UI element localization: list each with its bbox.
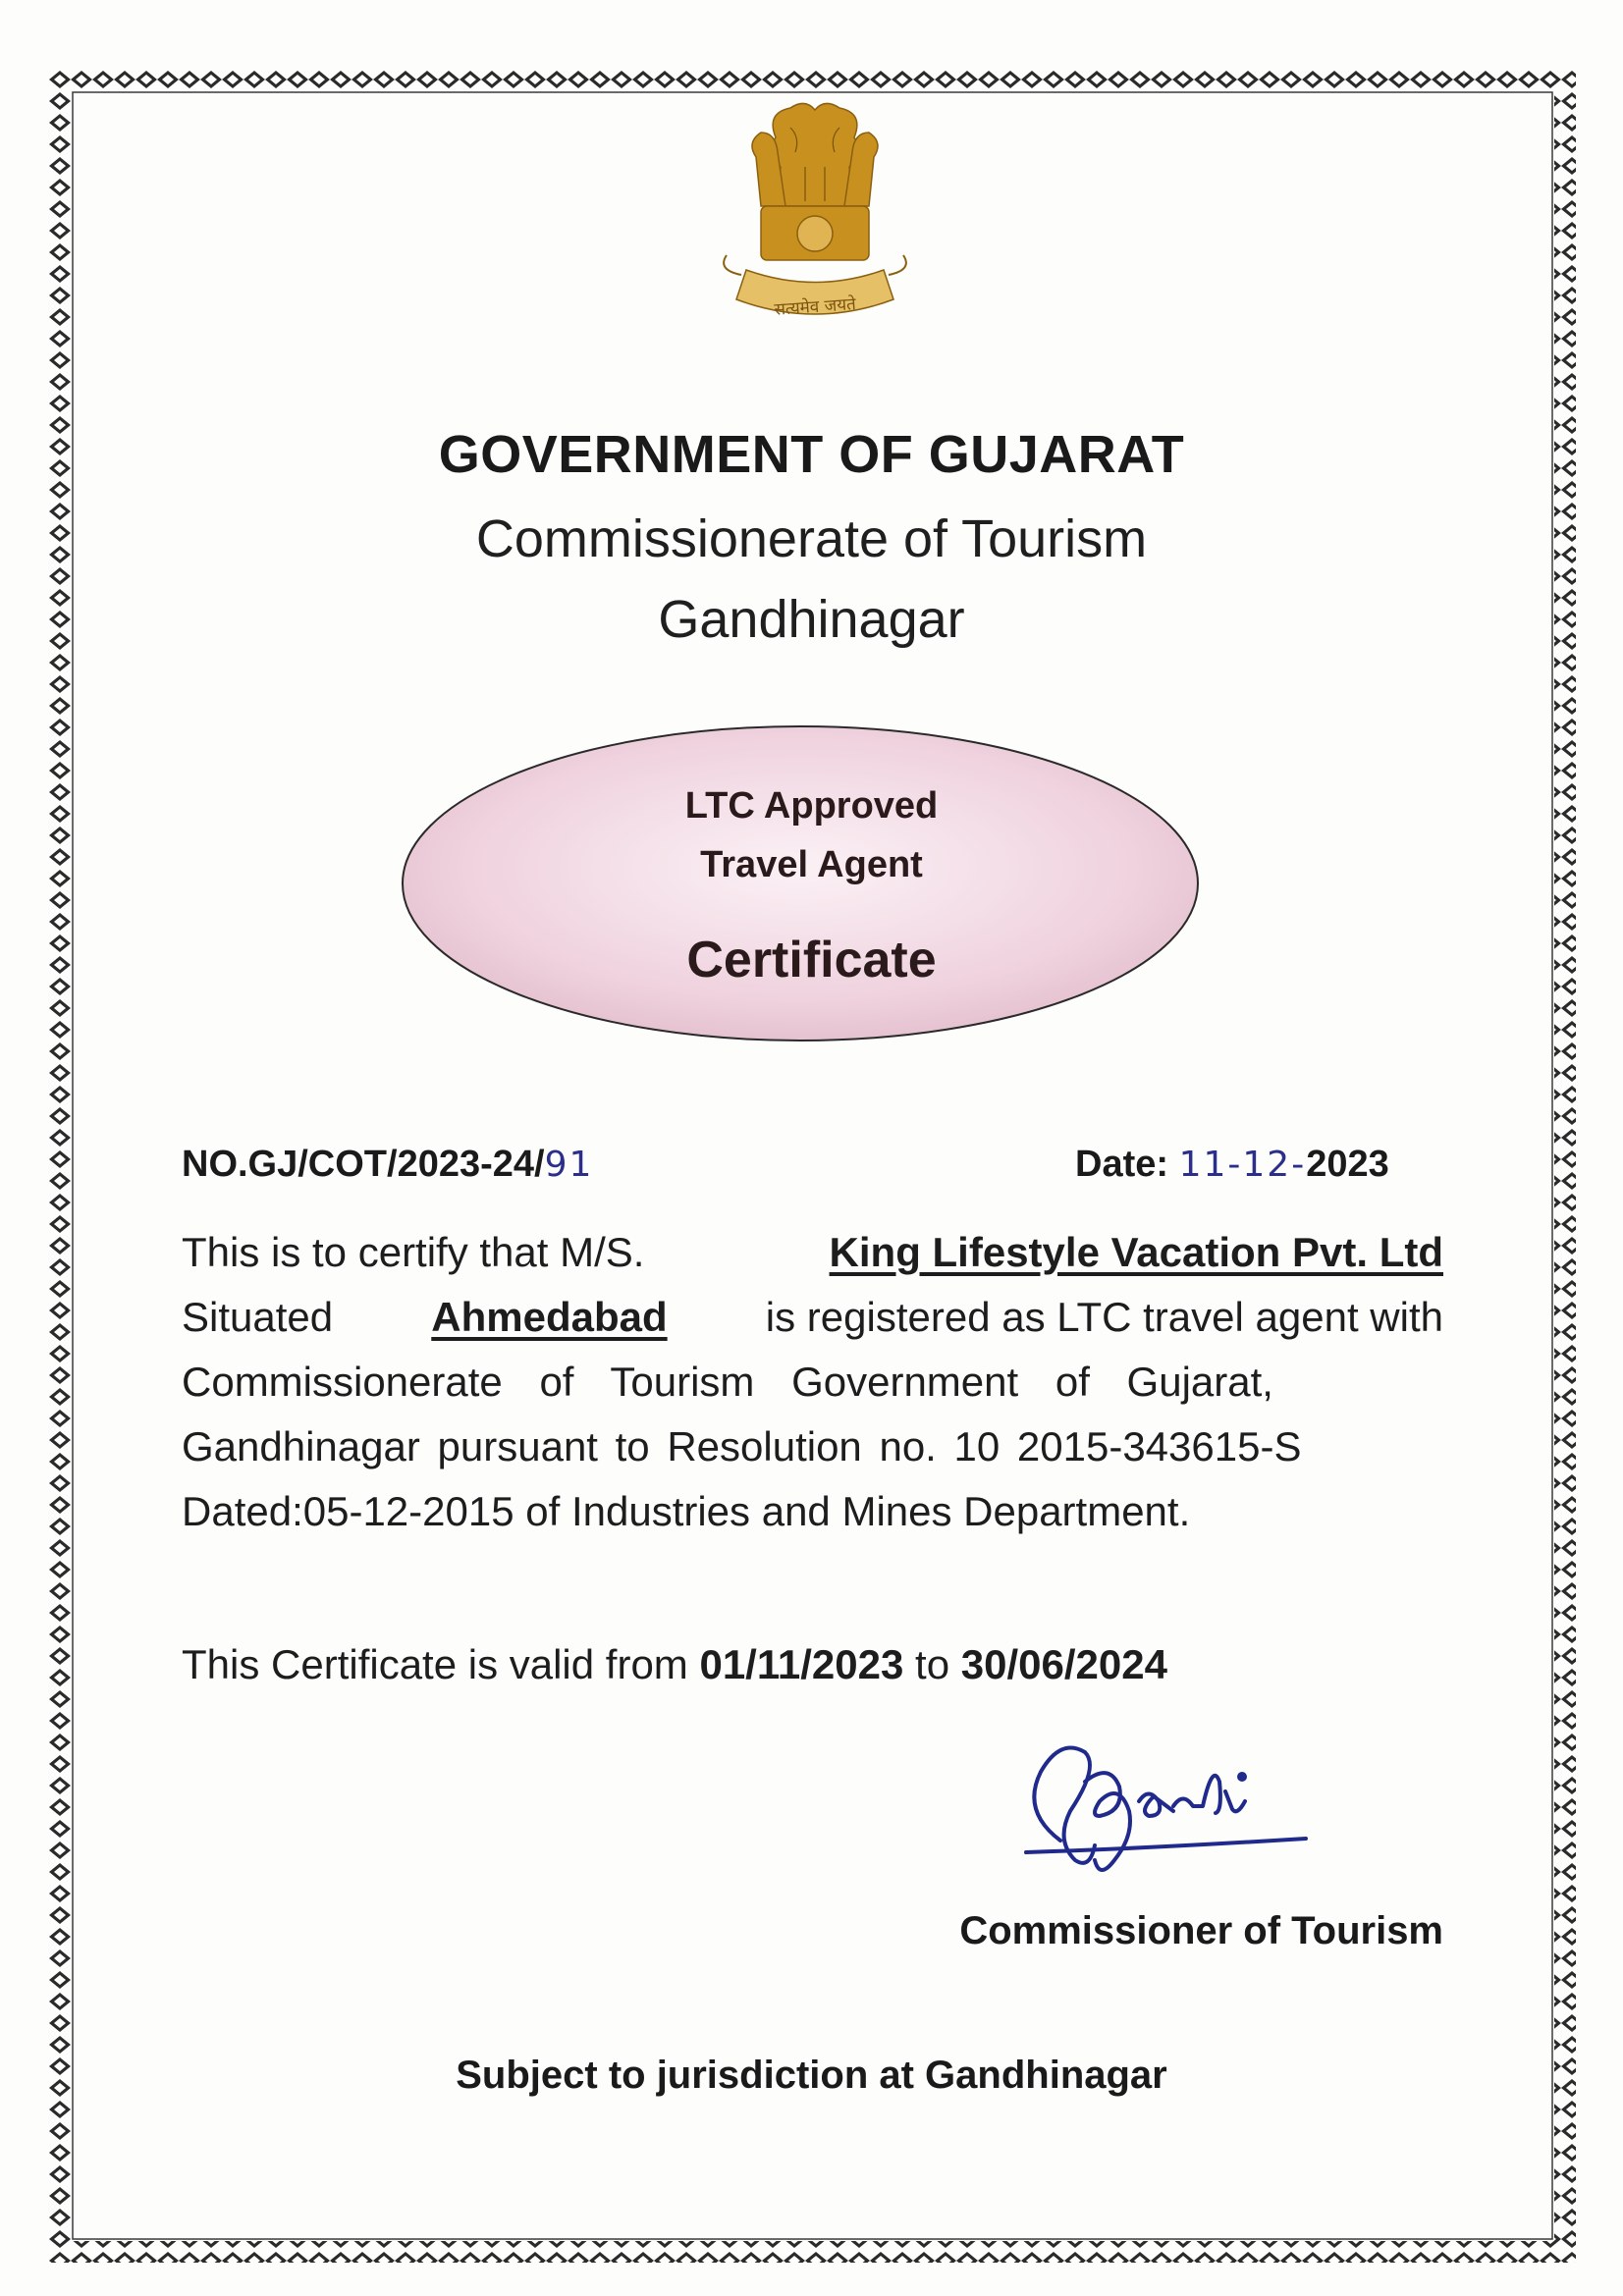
body-text-4: Gandhinagar pursuant to Resolution no. 10 2015-343615-S [182, 1423, 1302, 1469]
body-intro: This is to certify that M/S. [182, 1229, 645, 1275]
registration-text: is registered as LTC travel agent with [765, 1294, 1443, 1340]
body-line-1 [182, 1220, 1443, 1285]
badge-line-2: Travel Agent [700, 844, 923, 885]
certificate-body [182, 1220, 1443, 1544]
validity-prefix: This Certificate is valid from [182, 1641, 688, 1687]
date-year: 2023 [1306, 1144, 1389, 1185]
government-title: GOVERNMENT OF GUJARAT [438, 425, 1185, 484]
date-handwritten: 11-12- [1178, 1145, 1307, 1185]
reference-number-prefix: NO.GJ/COT/2023-24/ [182, 1144, 545, 1185]
situated-label: Situated [182, 1294, 334, 1340]
body-line-5 [182, 1479, 1443, 1544]
body-line-4 [182, 1415, 1443, 1479]
validity-statement [182, 1641, 1167, 1688]
body-text-5: Dated:05-12-2015 of Industries and Mines Department. [182, 1488, 1191, 1534]
badge-title: Certificate [686, 932, 937, 988]
emblem-motto: सत्यमेव जयते [773, 294, 857, 320]
company-name: King Lifestyle Vacation Pvt. Ltd [829, 1229, 1443, 1275]
valid-to-date: 30/06/2024 [960, 1641, 1167, 1687]
reference-number-handwritten: 91 [544, 1145, 594, 1185]
badge-line-1: LTC Approved [684, 785, 939, 827]
body-line-3 [182, 1350, 1443, 1415]
body-line-2 [182, 1285, 1443, 1350]
signatory-title: Commissioner of Tourism [959, 1909, 1443, 1952]
body-text-3: Commissionerate of Tourism Government of Gujarat, [182, 1359, 1273, 1405]
validity-joiner: to [915, 1641, 950, 1687]
city-name: Gandhinagar [658, 590, 965, 649]
reference-number [182, 1144, 593, 1186]
issue-date [1075, 1144, 1389, 1186]
department-name: Commissionerate of Tourism [475, 509, 1148, 568]
jurisdiction-note: Subject to jurisdiction at Gandhinagar [456, 2054, 1167, 2097]
location-name: Ahmedabad [431, 1294, 668, 1340]
valid-from-date: 01/11/2023 [699, 1641, 904, 1687]
date-label: Date: [1075, 1144, 1169, 1185]
signature-image [1001, 1723, 1325, 1890]
